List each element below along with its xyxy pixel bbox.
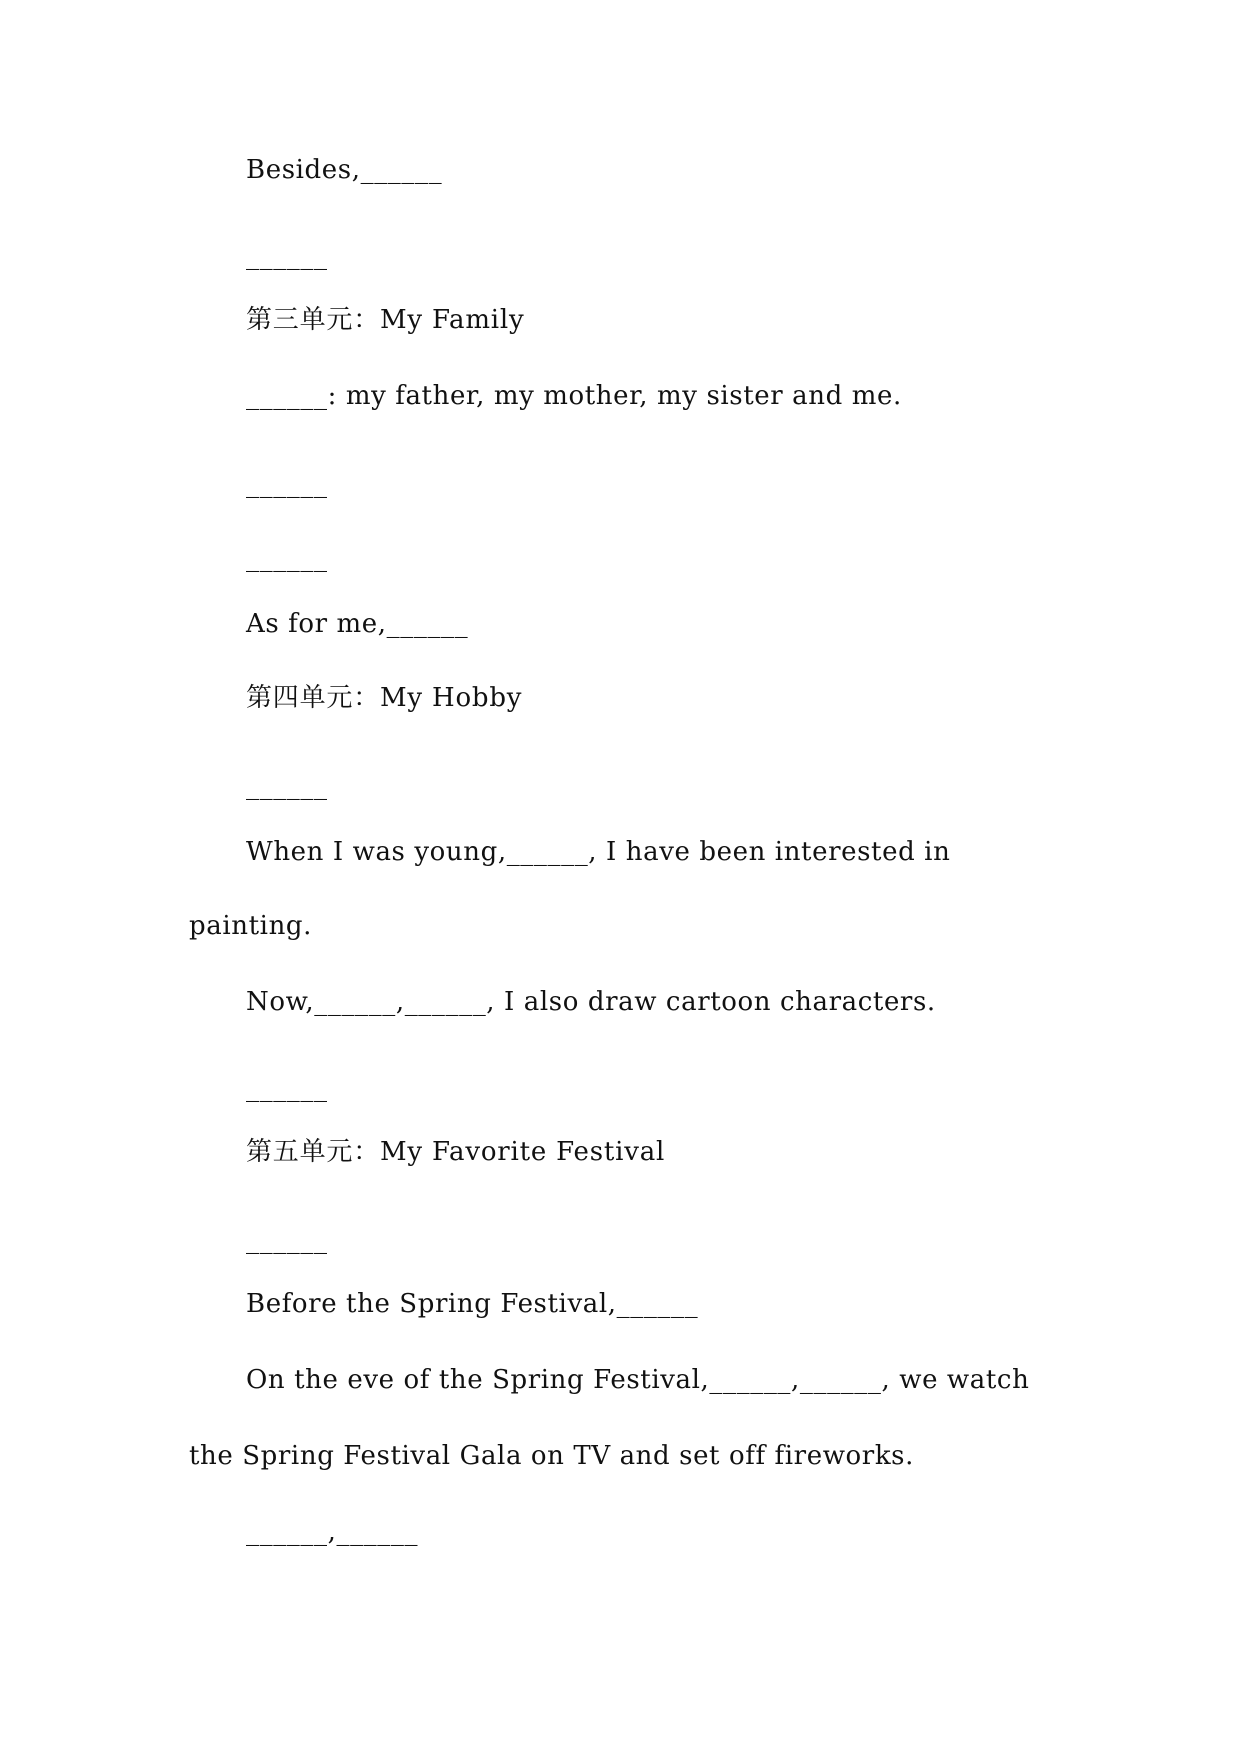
blank-line: ______ [246, 1073, 328, 1103]
text-line-painting: painting. [189, 911, 313, 941]
text-line-before-spring-festival: Before the Spring Festival,______ [246, 1289, 699, 1319]
text-line-gala-fireworks: the Spring Festival Gala on TV and set off fireworks. [189, 1441, 914, 1471]
blank-line: ______ [246, 771, 328, 801]
text-line-now: Now,______,______, I also draw cartoon characters. [246, 987, 936, 1017]
unit-3-heading: 第三单元：My Family [246, 305, 525, 335]
unit-4-heading: 第四单元：My Hobby [246, 683, 523, 713]
blank-line-pair: ______,______ [246, 1517, 419, 1547]
blank-line: ______ [246, 1225, 328, 1255]
blank-line: ______ [246, 543, 328, 573]
blank-line: ______ [246, 241, 328, 271]
text-line-besides: Besides,______ [246, 155, 443, 185]
text-line-when-young: When I was young,______, I have been interested in [246, 837, 951, 867]
blank-line: ______ [246, 469, 328, 499]
text-line-as-for-me: As for me,______ [246, 609, 469, 639]
text-line-eve-of-spring-festival: On the eve of the Spring Festival,______,______, we watch [246, 1365, 1030, 1395]
unit-5-heading: 第五单元：My Favorite Festival [246, 1137, 666, 1167]
text-line-family-members: ______: my father, my mother, my sister and me. [246, 381, 902, 411]
